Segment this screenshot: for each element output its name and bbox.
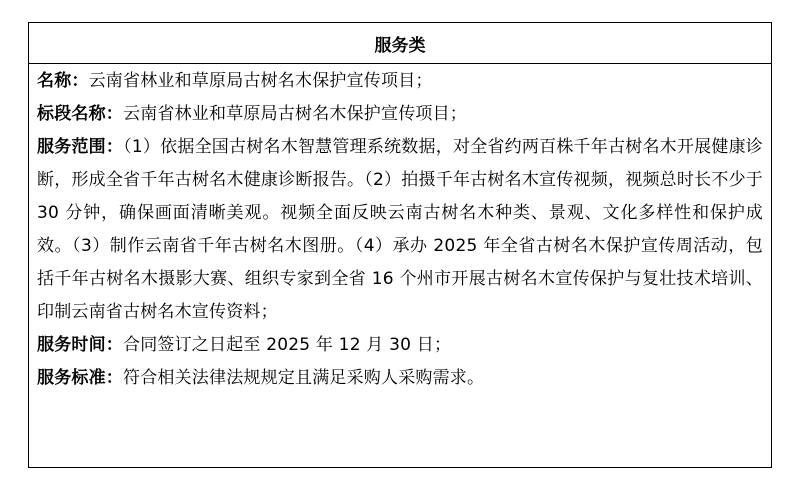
row-lot-name-label: 标段名称： bbox=[37, 104, 123, 124]
table-header bbox=[29, 23, 771, 64]
row-service-standard-value: 符合相关法律法规规定且满足采购人采购需求。 bbox=[123, 368, 485, 388]
service-table bbox=[28, 22, 772, 468]
row-name bbox=[37, 65, 763, 98]
row-name-label: 名称： bbox=[37, 71, 89, 91]
row-lot-name-value: 云南省林业和草原局古树名木保护宣传项目； bbox=[123, 104, 467, 124]
row-service-standard-label: 服务标准： bbox=[37, 368, 123, 388]
row-lot-name bbox=[37, 98, 763, 131]
row-service-time-label: 服务时间： bbox=[37, 335, 123, 355]
row-name-value: 云南省林业和草原局古树名木保护宣传项目； bbox=[88, 71, 433, 91]
row-service-standard bbox=[37, 362, 763, 395]
row-service-scope-value: （1）依据全国古树名木智慧管理系统数据，对全省约两百株千年古树名木开展健康诊断，形成全省千年古树名木健康诊断报告。（2）拍摄千年古树名木宣传视频，视频总时长不少于 30 分钟，确保画面清晰美观。视频全面反映云南古树名木种类、景观、文化多样性和保护成效。（3）制作云南省千年古树名木图册。（4）承办 2025 年全省古树名木保护宣传周活动，包括千年古树名木摄影大赛、组织专家到全省 16 个州市开展古树名木宣传保护与复壮技术培训、印制云南省古树名木宣传资料； bbox=[37, 137, 764, 322]
row-service-time-value: 合同签订之日起至 2025 年 12 月 30 日； bbox=[123, 335, 452, 355]
row-service-time bbox=[37, 329, 763, 362]
row-service-scope-label: 服务范围： bbox=[37, 137, 124, 157]
row-service-scope bbox=[37, 131, 763, 329]
section-title: 服务类 bbox=[374, 35, 426, 56]
table-body bbox=[29, 64, 771, 395]
